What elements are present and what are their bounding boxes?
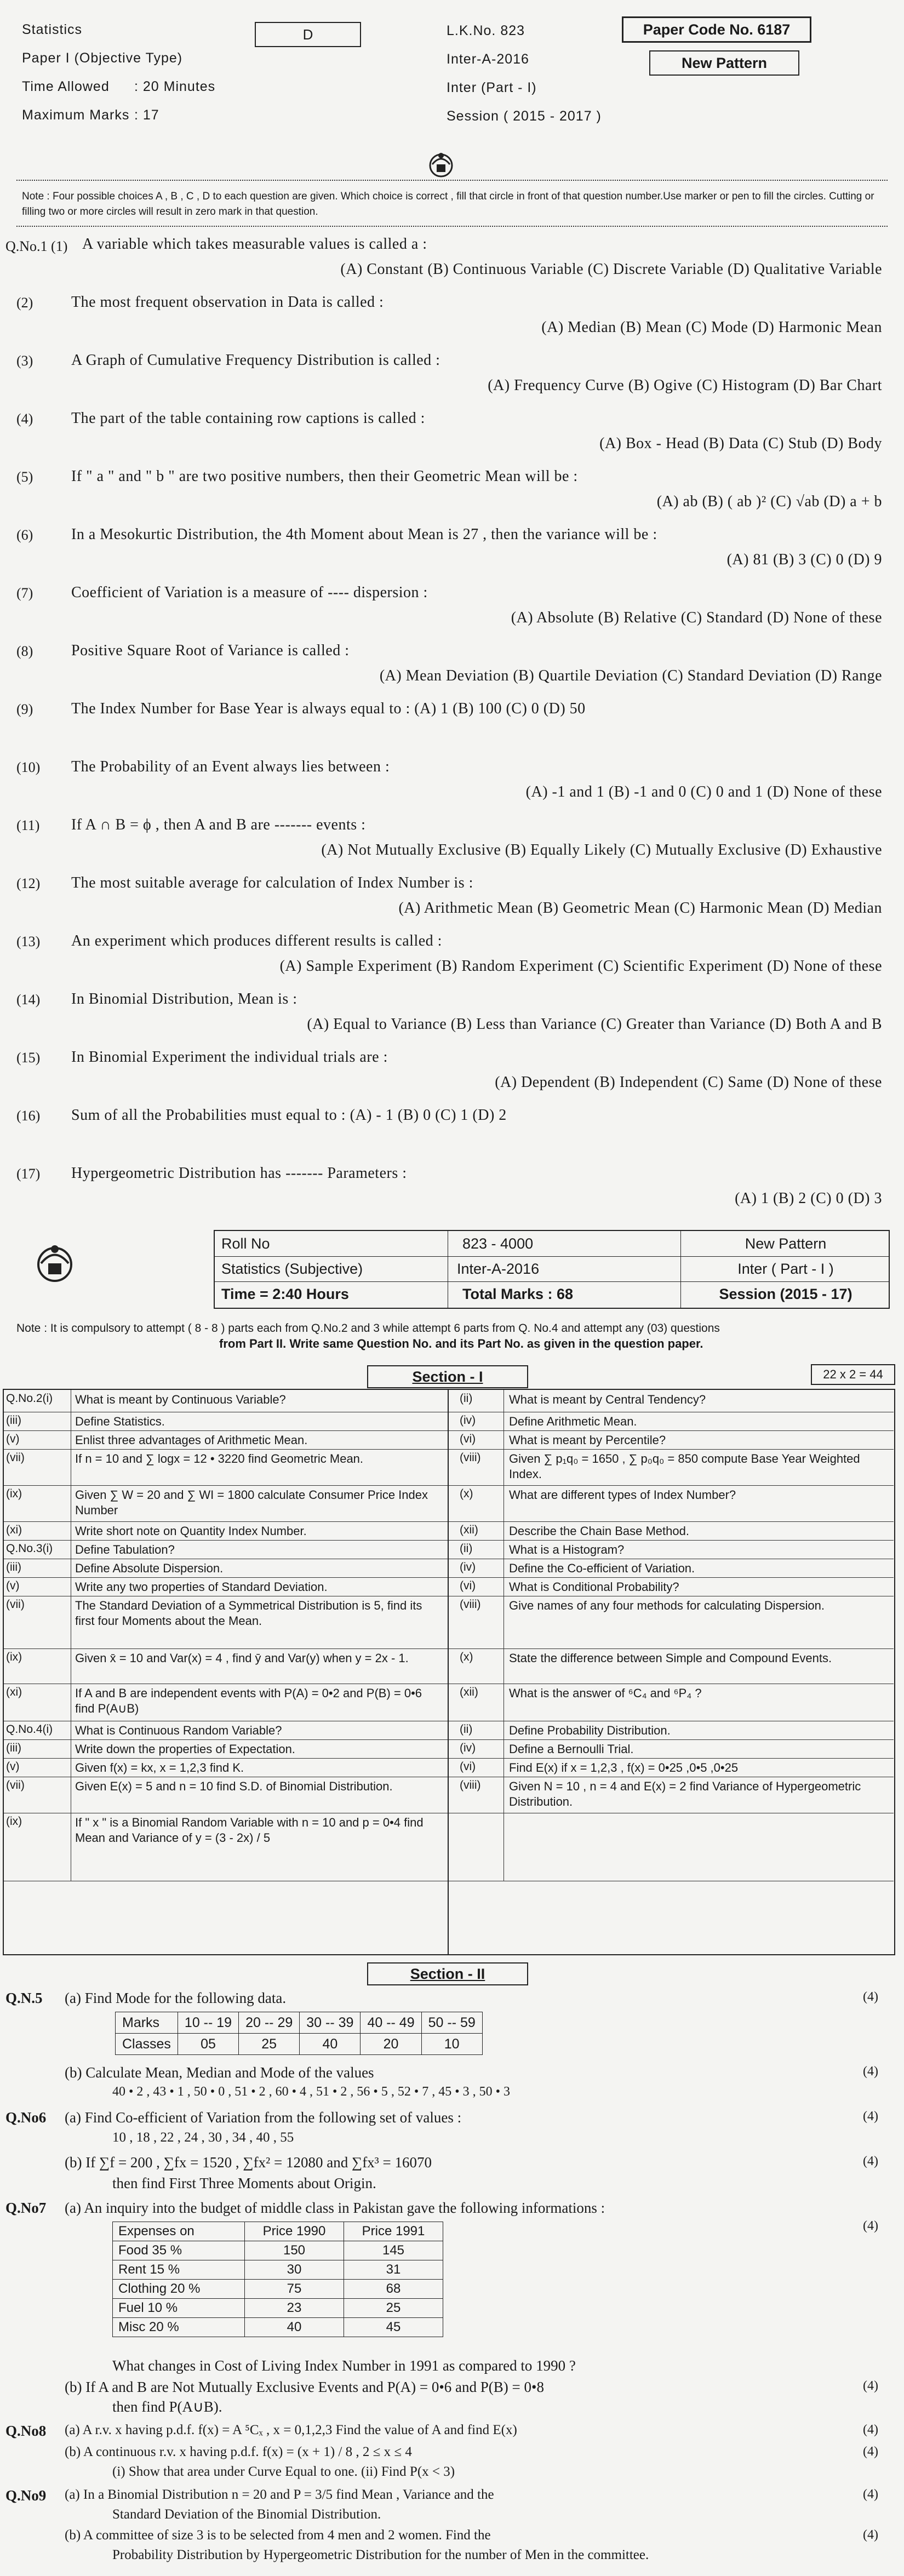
subjective-note-2: from Part II. Write same Question No. and its Part No. as given in the question paper. xyxy=(219,1337,703,1350)
section-1-question xyxy=(449,1648,894,1684)
q8-part-b: (b) A continuous r.v. x having p.d.f. f(x) = (x + 1) / 8 , 2 ≤ x ≤ 4 xyxy=(65,2445,412,2459)
section-1-question xyxy=(449,1596,894,1649)
q9-part-b: (b) A committee of size 3 is to be selected from 4 men and 2 women. Find the xyxy=(65,2528,491,2543)
section-1-question xyxy=(4,1540,449,1559)
question-number: (vi) xyxy=(460,1760,476,1773)
section-1-question xyxy=(4,1813,449,1881)
section-1-question xyxy=(4,1648,449,1684)
question-text: Define a Bernoulli Trial. xyxy=(509,1742,634,1756)
objective-question-text: Hypergeometric Distribution has ------- Parameters : xyxy=(71,1165,407,1182)
question-text: Define Probability Distribution. xyxy=(509,1724,671,1737)
section-1-question xyxy=(449,1449,894,1486)
table-cell: 50 -- 59 xyxy=(421,2012,482,2034)
objective-question-text: In Binomial Distribution, Mean is : xyxy=(71,991,297,1007)
objective-question-text: Positive Square Root of Variance is called : xyxy=(71,642,350,659)
q8-a-marks: (4) xyxy=(863,2423,878,2437)
question-text: Write short note on Quantity Index Number. xyxy=(75,1524,307,1538)
objective-question-text: Coefficient of Variation is a measure of ---- dispersion : xyxy=(71,584,428,601)
question-text: If A and B are independent events with P(A) = 0•2 and P(B) = 0•6 find P(A∪B) xyxy=(75,1686,422,1715)
table-header-cell: Expenses on xyxy=(113,2222,245,2241)
table-cell: 31 xyxy=(344,2260,443,2280)
objective-question-number: Q.No.1 (1) xyxy=(5,238,68,254)
question-number: (vi) xyxy=(460,1579,476,1592)
table-cell: 145 xyxy=(344,2241,443,2260)
section-1-question xyxy=(449,1559,894,1578)
question-number: (v) xyxy=(6,1760,20,1773)
q8-label: Q.No8 xyxy=(5,2423,47,2439)
q6-part-b: (b) If ∑f = 200 , ∑fx = 1520 , ∑fx² = 12080 and ∑fx³ = 16070 xyxy=(65,2154,432,2171)
question-text: Describe the Chain Base Method. xyxy=(509,1524,689,1538)
question-text: Enlist three advantages of Arithmetic Mean. xyxy=(75,1433,308,1447)
section-1-question xyxy=(449,1430,894,1450)
time-allowed-label: Time Allowed xyxy=(22,79,110,94)
q5-part-a: (a) Find Mode for the following data. xyxy=(65,1990,287,2006)
question-number: (vii) xyxy=(6,1451,25,1464)
objective-question-options: (A) 81 (B) 3 (C) 0 (D) 9 xyxy=(726,551,882,568)
table-row xyxy=(113,2260,443,2280)
question-text: What is the answer of ⁶C₄ and ⁶P₄ ? xyxy=(509,1686,702,1700)
q6-b-marks: (4) xyxy=(863,2154,878,2168)
q8-b-marks: (4) xyxy=(863,2445,878,2459)
q9-part-a-2: Standard Deviation of the Binomial Distribution. xyxy=(112,2507,381,2522)
question-text: Given E(x) = 5 and n = 10 find S.D. of Binomial Distribution. xyxy=(75,1779,393,1793)
objective-question-text: If " a " and " b " are two positive numbers, then their Geometric Mean will be : xyxy=(71,468,578,485)
subjective-header xyxy=(214,1230,890,1309)
table-row xyxy=(113,2318,443,2337)
section-1-question xyxy=(4,1684,449,1721)
objective-question-options: (A) Arithmetic Mean (B) Geometric Mean (C) Harmonic Mean (D) Median xyxy=(398,900,882,917)
section-1-question xyxy=(449,1758,894,1777)
objective-question-number: (2) xyxy=(16,295,33,311)
objective-question-options: (A) Frequency Curve (B) Ogive (C) Histogram (D) Bar Chart xyxy=(488,377,882,394)
q6-part-b-2: then find First Three Moments about Origin. xyxy=(112,2175,376,2191)
objective-question-number: (7) xyxy=(16,585,33,601)
objective-question-number: (10) xyxy=(16,759,41,775)
question-text: Write down the properties of Expectation. xyxy=(75,1742,295,1756)
question-number: (iv) xyxy=(460,1561,476,1573)
objective-question-text: The Index Number for Base Year is always equal to : (A) 1 (B) 100 (C) 0 (D) 50 xyxy=(71,700,586,717)
question-number: (viii) xyxy=(460,1598,481,1611)
question-text: Given x̄ = 10 and Var(x) = 4 , find ȳ and Var(y) when y = 2x - 1. xyxy=(75,1651,409,1665)
q7-label: Q.No7 xyxy=(5,2200,47,2216)
q9-part-a: (a) In a Binomial Distribution n = 20 and P = 3/5 find Mean , Variance and the xyxy=(65,2487,494,2502)
objective-note: Note : Four possible choices A , B , C , D to each question are given. Which choice is correct , fill that circle in front of that question number.Use marker or pen to fill the circles. Cutting or filling two or more circles will result in zero mark in that question. xyxy=(22,191,874,217)
section-1-right-column xyxy=(449,1390,894,1954)
section-2-title: Section - II xyxy=(367,1962,528,1985)
question-number: Q.No.2(i) xyxy=(6,1392,53,1405)
objective-question-number: (6) xyxy=(16,527,33,543)
section-1-question xyxy=(449,1485,894,1522)
table-cell: 45 xyxy=(344,2318,443,2337)
q9-part-b-2: Probability Distribution by Hypergeometric Distribution for the number of Men in the committee. xyxy=(112,2548,649,2562)
paper-type: Paper I (Objective Type) xyxy=(22,50,183,66)
objective-question-number: (13) xyxy=(16,934,41,949)
max-marks-value: : 17 xyxy=(134,107,159,123)
table-cell: 25 xyxy=(344,2299,443,2318)
q8-part-b-2: (i) Show that area under Curve Equal to one. (ii) Find P(x < 3) xyxy=(112,2464,455,2479)
table-cell: 40 xyxy=(300,2034,361,2055)
section-1-question xyxy=(449,1813,894,1881)
section-1-question xyxy=(4,1777,449,1813)
roll-value: 823 - 4000 xyxy=(462,1235,534,1252)
objective-question-text: The part of the table containing row captions is called : xyxy=(71,410,425,427)
section-1-question xyxy=(4,1758,449,1777)
section-1-question xyxy=(449,1390,894,1412)
question-number: (ii) xyxy=(460,1723,473,1736)
objective-question-options: (A) Mean Deviation (B) Quartile Deviation (C) Standard Deviation (D) Range xyxy=(379,667,882,684)
divider xyxy=(16,180,888,181)
section-1-question xyxy=(4,1596,449,1649)
question-text: What is meant by Percentile? xyxy=(509,1433,666,1447)
question-number: (ii) xyxy=(460,1392,473,1405)
table-header-cell: Price 1991 xyxy=(344,2222,443,2241)
table-cell: 30 -- 39 xyxy=(300,2012,361,2034)
objective-question-number: (9) xyxy=(16,701,33,717)
question-text: Given ∑ p₁q₀ = 1650 , ∑ p₀q₀ = 850 compute Base Year Weighted Index. xyxy=(509,1452,860,1481)
q6-a-marks: (4) xyxy=(863,2109,878,2123)
objective-question-options: (A) Absolute (B) Relative (C) Standard (D) None of these xyxy=(511,609,882,626)
question-number: (xi) xyxy=(6,1524,22,1536)
question-text: Define Statistics. xyxy=(75,1415,165,1428)
objective-question-text: In Binomial Experiment the individual trials are : xyxy=(71,1049,388,1066)
question-number: Q.No.4(i) xyxy=(6,1723,53,1736)
section-1-question xyxy=(4,1521,449,1541)
q5-frequency-table xyxy=(115,2012,483,2055)
max-marks-label: Maximum Marks xyxy=(22,107,130,123)
question-number: (xi) xyxy=(6,1686,22,1698)
table-row xyxy=(113,2241,443,2260)
q7-a-marks: (4) xyxy=(863,2219,878,2233)
table-cell: 10 -- 19 xyxy=(178,2012,238,2034)
q6-label: Q.No6 xyxy=(5,2109,47,2126)
section-1-question xyxy=(449,1577,894,1596)
question-number: (iii) xyxy=(6,1414,21,1427)
table-cell: Marks xyxy=(116,2012,178,2034)
new-pattern-label: New Pattern xyxy=(745,1235,827,1252)
paper-code-box: Paper Code No. 6187 xyxy=(622,16,811,43)
question-number: (v) xyxy=(6,1433,20,1445)
time-allowed-value: : 20 Minutes xyxy=(134,79,216,94)
table-row xyxy=(113,2280,443,2299)
section-1-question xyxy=(4,1412,449,1431)
question-number: (viii) xyxy=(460,1451,481,1464)
table-cell: Fuel 10 % xyxy=(113,2299,245,2318)
q9-b-marks: (4) xyxy=(863,2528,878,2542)
question-number: (viii) xyxy=(460,1779,481,1791)
q5-part-b: (b) Calculate Mean, Median and Mode of the values xyxy=(65,2064,374,2081)
section-1-question xyxy=(4,1739,449,1759)
question-number: Q.No.3(i) xyxy=(6,1542,53,1555)
section-1-question xyxy=(449,1412,894,1431)
q9-label: Q.No9 xyxy=(5,2487,47,2504)
divider xyxy=(16,226,888,227)
objective-question-number: (4) xyxy=(16,411,33,427)
part-label: Inter (Part - I) xyxy=(447,80,537,95)
q6-a-values: 10 , 18 , 22 , 24 , 30 , 34 , 40 , 55 xyxy=(112,2130,294,2145)
objective-question-number: (17) xyxy=(16,1166,41,1182)
objective-question-options: (A) Dependent (B) Independent (C) Same (D) None of these xyxy=(495,1074,882,1091)
q5-b-marks: (4) xyxy=(863,2064,878,2079)
objective-question-options: (A) Sample Experiment (B) Random Experiment (C) Scientific Experiment (D) None of these xyxy=(279,958,882,975)
question-text: If n = 10 and ∑ logx = 12 • 3220 find Geometric Mean. xyxy=(75,1452,364,1466)
question-text: Define the Co-efficient of Variation. xyxy=(509,1561,695,1575)
question-number: (xii) xyxy=(460,1524,478,1536)
objective-question-text: The most frequent observation in Data is called : xyxy=(71,294,384,311)
objective-question-text: A variable which takes measurable values is called a : xyxy=(82,236,427,253)
question-text: Given N = 10 , n = 4 and E(x) = 2 find Variance of Hypergeometric Distribution. xyxy=(509,1779,861,1808)
section-1-left-column xyxy=(4,1390,449,1954)
subjective-session: Session (2015 - 17) xyxy=(719,1286,852,1302)
question-text: If " x " is a Binomial Random Variable with n = 10 and p = 0•4 find Mean and Variance of y = (3 - 2x) / 5 xyxy=(75,1816,424,1845)
question-text: What is meant by Continuous Variable? xyxy=(75,1393,286,1406)
exam-name: Inter-A-2016 xyxy=(447,51,529,67)
q9-a-marks: (4) xyxy=(863,2487,878,2501)
question-text: Define Absolute Dispersion. xyxy=(75,1561,224,1575)
table-cell: 20 xyxy=(361,2034,421,2055)
objective-question-number: (12) xyxy=(16,875,41,891)
section-1-question xyxy=(449,1739,894,1759)
q8-part-a: (a) A r.v. x having p.d.f. f(x) = A ⁵Cₓ , x = 0,1,2,3 Find the value of A and find E(x) xyxy=(65,2423,517,2437)
question-number: (vii) xyxy=(6,1779,25,1791)
objective-question-text: An experiment which produces different results is called : xyxy=(71,932,442,949)
objective-question-text: If A ∩ B = ϕ , then A and B are ------- events : xyxy=(71,816,366,833)
objective-question-number: (11) xyxy=(16,817,40,833)
q7-part-a: (a) An inquiry into the budget of middle class in Pakistan gave the following informations : xyxy=(65,2200,605,2216)
section-1-question xyxy=(449,1721,894,1740)
section-1-question xyxy=(4,1721,449,1740)
session-label: Session ( 2015 - 2017 ) xyxy=(447,108,602,124)
objective-question-number: (16) xyxy=(16,1108,41,1124)
question-text: What are different types of Index Number? xyxy=(509,1488,736,1502)
table-cell: 25 xyxy=(239,2034,300,2055)
objective-question-options: (A) Constant (B) Continuous Variable (C) Discrete Variable (D) Qualitative Variable xyxy=(340,261,882,278)
question-number: (iii) xyxy=(6,1742,21,1754)
section-1-question xyxy=(449,1521,894,1541)
group-box: D xyxy=(255,22,361,47)
new-pattern-box: New Pattern xyxy=(649,50,799,76)
q6-part-a: (a) Find Co-efficient of Variation from the following set of values : xyxy=(65,2109,462,2126)
section-1-question xyxy=(4,1577,449,1596)
objective-question-options: (A) ab (B) ( ab )² (C) √ab (D) a + b xyxy=(656,493,882,510)
table-row xyxy=(113,2299,443,2318)
q7-expenses-table xyxy=(112,2222,443,2337)
question-number: (ix) xyxy=(6,1651,22,1663)
section-1-grid xyxy=(3,1389,895,1955)
objective-question-text: In a Mesokurtic Distribution, the 4th Moment about Mean is 27 , then the variance will be : xyxy=(71,526,657,543)
section-1-marks: 22 x 2 = 44 xyxy=(811,1364,895,1385)
question-number: (x) xyxy=(460,1487,473,1500)
question-text: Define Tabulation? xyxy=(75,1543,175,1556)
subjective-part: Inter ( Part - I ) xyxy=(737,1261,834,1277)
objective-question-number: (14) xyxy=(16,992,41,1007)
table-cell: 30 xyxy=(245,2260,344,2280)
question-text: Write any two properties of Standard Deviation. xyxy=(75,1580,328,1594)
section-1-question xyxy=(449,1540,894,1559)
objective-question-options: (A) 1 (B) 2 (C) 0 (D) 3 xyxy=(735,1190,882,1207)
question-text: Given f(x) = kx, x = 1,2,3 find K. xyxy=(75,1761,244,1774)
question-text: State the difference between Simple and Compound Events. xyxy=(509,1651,832,1665)
subjective-note: Note : It is compulsory to attempt ( 8 - 8 ) parts each from Q.No.2 and 3 while attempt 6 parts from Q. No.4 and attempt any (03) questions xyxy=(16,1322,720,1335)
objective-question-number: (5) xyxy=(16,469,33,485)
question-text: What is meant by Central Tendency? xyxy=(509,1393,706,1406)
roll-label: Roll No xyxy=(221,1235,270,1252)
question-text: Find E(x) if x = 1,2,3 , f(x) = 0•25 ,0•5 ,0•25 xyxy=(509,1761,739,1774)
table-cell: 68 xyxy=(344,2280,443,2299)
table-cell: Classes xyxy=(116,2034,178,2055)
question-number: (vii) xyxy=(6,1598,25,1611)
section-1-question xyxy=(4,1449,449,1486)
table-cell: 150 xyxy=(245,2241,344,2260)
objective-question-options: (A) Box - Head (B) Data (C) Stub (D) Body xyxy=(599,435,882,452)
board-logo-icon xyxy=(425,148,457,181)
q5-b-values: 40 • 2 , 43 • 1 , 50 • 0 , 51 • 2 , 60 • 4 , 51 • 2 , 56 • 5 , 52 • 7 , 45 • 3 , 50 • 3 xyxy=(112,2085,511,2099)
q7-b-marks: (4) xyxy=(863,2379,878,2393)
question-number: (ii) xyxy=(460,1542,473,1555)
question-text: The Standard Deviation of a Symmetrical Distribution is 5, find its first four Moments about the Mean. xyxy=(75,1599,422,1628)
question-text: Give names of any four methods for calculating Dispersion. xyxy=(509,1599,825,1612)
question-text: What is Conditional Probability? xyxy=(509,1580,679,1594)
objective-question-number: (8) xyxy=(16,643,33,659)
objective-header xyxy=(0,11,904,175)
question-number: (v) xyxy=(6,1579,20,1592)
objective-question-text: The Probability of an Event always lies between : xyxy=(71,758,390,775)
table-cell: Rent 15 % xyxy=(113,2260,245,2280)
section-1-question xyxy=(449,1684,894,1721)
question-number: (vi) xyxy=(460,1433,476,1445)
objective-question-number: (15) xyxy=(16,1050,41,1066)
section-1-question xyxy=(4,1390,449,1412)
table-cell: 40 -- 49 xyxy=(361,2012,421,2034)
section-1-question xyxy=(4,1485,449,1522)
table-header-cell: Price 1990 xyxy=(245,2222,344,2241)
objective-question-options: (A) Equal to Variance (B) Less than Variance (C) Greater than Variance (D) Both A and B xyxy=(307,1016,882,1033)
question-number: (x) xyxy=(460,1651,473,1663)
question-number: (iv) xyxy=(460,1742,476,1754)
table-cell: Food 35 % xyxy=(113,2241,245,2260)
table-cell: 20 -- 29 xyxy=(239,2012,300,2034)
objective-question-options: (A) Not Mutually Exclusive (B) Equally Likely (C) Mutually Exclusive (D) Exhaustive xyxy=(321,842,882,858)
table-cell: 23 xyxy=(245,2299,344,2318)
question-number: (ix) xyxy=(6,1487,22,1500)
objective-question-options: (A) -1 and 1 (B) -1 and 0 (C) 0 and 1 (D) None of these xyxy=(525,783,882,800)
question-number: (ix) xyxy=(6,1815,22,1828)
subjective-time: Time = 2:40 Hours xyxy=(221,1286,349,1302)
table-cell: 10 xyxy=(421,2034,482,2055)
question-number: (xii) xyxy=(460,1686,478,1698)
section-1-question xyxy=(4,1559,449,1578)
subjective-paper: Statistics (Subjective) xyxy=(221,1261,363,1277)
objective-question-options: (A) Median (B) Mean (C) Mode (D) Harmonic Mean xyxy=(541,319,882,336)
question-text: What is Continuous Random Variable? xyxy=(75,1724,282,1737)
question-text: What is a Histogram? xyxy=(509,1543,625,1556)
subjective-total-marks: Total Marks : 68 xyxy=(462,1286,574,1302)
question-text: Given ∑ W = 20 and ∑ WI = 1800 calculate Consumer Price Index Number xyxy=(75,1488,428,1517)
table-cell: Clothing 20 % xyxy=(113,2280,245,2299)
section-1-question xyxy=(4,1430,449,1450)
table-cell: 40 xyxy=(245,2318,344,2337)
q5-label: Q.N.5 xyxy=(5,1990,43,2006)
board-logo-icon xyxy=(30,1238,79,1287)
table-cell: 05 xyxy=(178,2034,238,2055)
question-number: (iv) xyxy=(460,1414,476,1427)
q7-part-b: (b) If A and B are Not Mutually Exclusive Events and P(A) = 0•6 and P(B) = 0•8 xyxy=(65,2379,544,2395)
question-text: Define Arithmetic Mean. xyxy=(509,1415,637,1428)
table-cell: Misc 20 % xyxy=(113,2318,245,2337)
question-number: (iii) xyxy=(6,1561,21,1573)
objective-question-text: A Graph of Cumulative Frequency Distribution is called : xyxy=(71,352,440,369)
subject: Statistics xyxy=(22,22,83,37)
objective-question-text: The most suitable average for calculation of Index Number is : xyxy=(71,874,473,891)
objective-question-text: Sum of all the Probabilities must equal to : (A) - 1 (B) 0 (C) 1 (D) 2 xyxy=(71,1107,507,1124)
q5-a-marks: (4) xyxy=(863,1990,878,2004)
lk-number: L.K.No. 823 xyxy=(447,23,525,38)
q7-part-b-2: then find P(A∪B). xyxy=(112,2398,222,2415)
subjective-exam: Inter-A-2016 xyxy=(457,1261,540,1277)
section-1-title: Section - I xyxy=(367,1365,528,1388)
table-cell: 75 xyxy=(245,2280,344,2299)
q7-part-a-2: What changes in Cost of Living Index Number in 1991 as compared to 1990 ? xyxy=(112,2357,576,2374)
objective-question-number: (3) xyxy=(16,353,33,369)
section-1-question xyxy=(449,1777,894,1813)
